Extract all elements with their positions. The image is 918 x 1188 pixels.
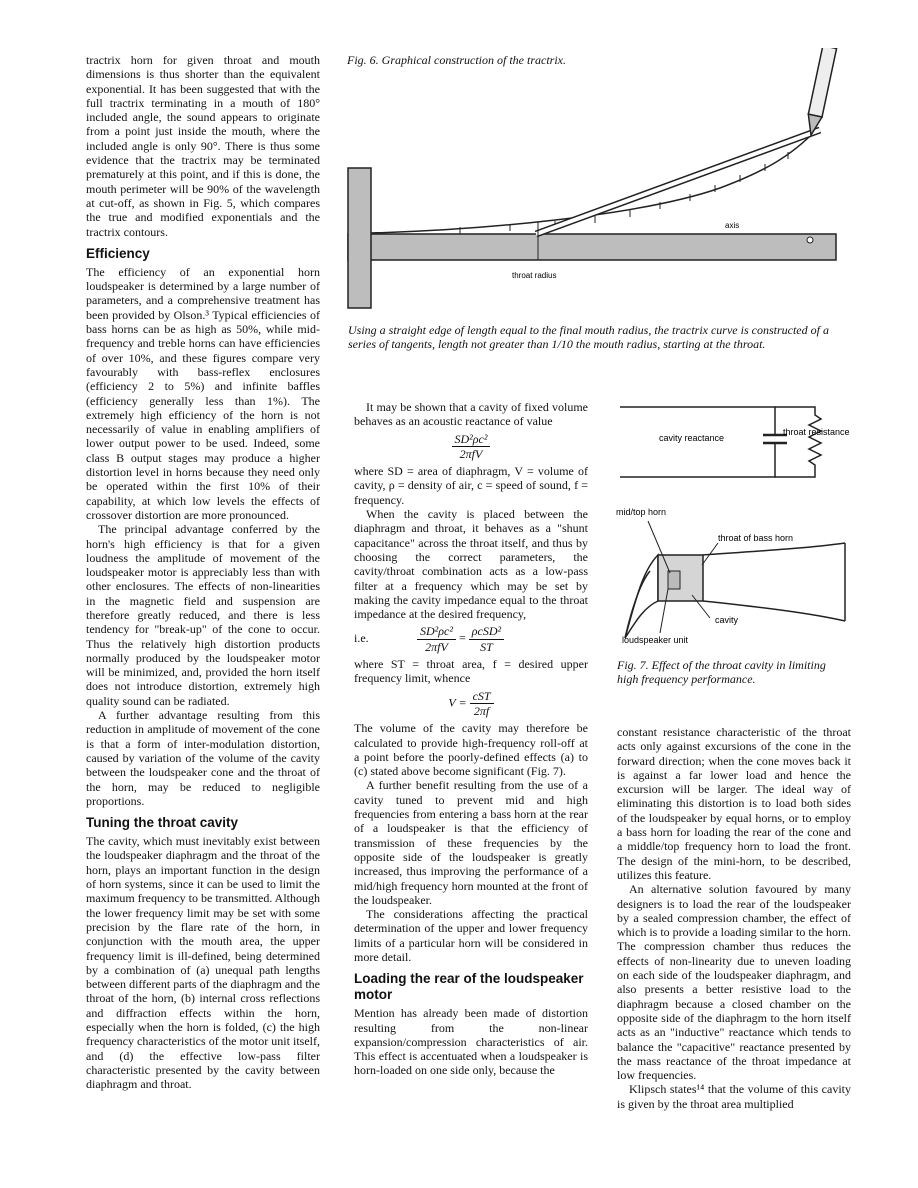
- fig7-horn-diagram: [610, 503, 855, 653]
- fig6-throat-plate: [348, 168, 371, 308]
- fig7-loudspeaker-unit: [668, 571, 680, 589]
- fig7-mid-top-horn: [625, 555, 658, 638]
- paragraph: An alternative solution favoured by many designers is to load the rear of the loudspeaker by a sealed compression chamber, the effect of which is to provide a loading similar to the horn. The compression chamber thus reduces the effects of non-linearity due to uneven loading on each side of the loudspeaker diaphragm, and also presents a better resistive load to the diaphragm because a closed chamber on the opposite side of the diaphragm to the horn itself acts as an "inductive" reactance which tends to balance the "capacitive" reactance presented by the mass reactance of the throat impedance at low frequencies.: [617, 882, 851, 1083]
- fig6-caption: Using a straight edge of length equal to the final mouth radius, the tractrix curve is constructed of a series of tangents, length not greater than 1/10 the mouth radius, starting at the throat.: [348, 323, 829, 352]
- fig7-circuit: [615, 395, 855, 485]
- fig7-label-loudspeaker-unit: loudspeaker unit: [622, 635, 689, 645]
- paragraph: where ST = throat area, f = desired upper frequency limit, whence: [354, 657, 588, 686]
- fig6-pivot: [807, 237, 813, 243]
- equation-reactance: $\frac{\text{SD²ρc²}}{\text{2πfV}}$: [354, 432, 588, 462]
- paragraph: tractrix horn for given throat and mouth dimensions is thus shorter than the equivalent exponential. It has been suggested that with the full tractrix terminating in a mouth of 180° included angle, the sound appears to originate from a point just inside the mouth, where the included angle is only 90°. There is thus some evidence that the tractrix may be terminated prematurely at this point, and if this is done, the mouth perimeter will be 90% of the wavelength at cut-off, as shown in Fig. 5, which compares the true and modified exponentials and the tractrix contours.: [86, 53, 320, 239]
- paragraph: Mention has already been made of distortion resulting from the non-linear expansion/compression characteristics of air. This effect is accentuated when a loudspeaker is horn-loaded on one side only, because the: [354, 1006, 588, 1078]
- paragraph: The cavity, which must inevitably exist between the loudspeaker diaphragm and the throat of the horn, plays an important function in the design of horn systems, since it can be used to limit the maximum frequency to be transmitted. Although the lower frequency limit may be set with some precision by the flare rate of the horn, in conjunction with the mouth area, the upper frequency limit is ill-defined, being determined by a combination of (a) unequal path lengths between different parts of the diaphragm and the throat of the horn, (b) internal cross reflections and diffraction effects within the horn, especially when the horn is folded, (c) the high frequency characteristics of the motor unit itself, and (d) the effective low-pass filter characteristic presented by the cavity between diaphragm and throat.: [86, 834, 320, 1092]
- heading-efficiency: Efficiency: [86, 245, 150, 261]
- equation-filter: i.e. $\frac{\text{SD²ρc²}}{\text{2πfV}}$ = $\frac{\text{ρcSD²}}{ST}$: [354, 624, 588, 654]
- left-column: [86, 53, 320, 1091]
- right-column: [617, 725, 851, 1111]
- fig6-label-axis: axis: [725, 221, 740, 230]
- paragraph: where SD = area of diaphragm, V = volume of cavity, ρ = density of air, c = speed of sound, f = frequency.: [354, 464, 588, 507]
- equation-volume: V = $\frac{\text{cST}}{2\pi f}$: [354, 689, 588, 719]
- fig7-label-mid-top-horn: mid/top horn: [616, 507, 667, 517]
- paragraph: A further benefit resulting from the use of a cavity tuned to prevent mid and high frequencies from entering a bass horn at the rear of a loudspeaker is that the efficiency of transmission of these frequencies by the opposite side of the loudspeaker is greatly increased, thus improving the performance of a mid/high frequency horn mounted at the front of the loudspeaker.: [354, 778, 588, 907]
- fig6-base-bar: [348, 234, 836, 260]
- paragraph: A further advantage resulting from this reduction in amplitude of movement of the cone is that a form of inter-modulation distortion, caused by variation of the volume of the cavity between the loudspeaker cone and the throat of the horn, may be reduced to negligible proportions.: [86, 708, 320, 808]
- paragraph: constant resistance characteristic of the throat acts only against excursions of the cone in the forward direction; when the cone moves back it is against a far lower load and hence the excursion will be larger. The ideal way of eliminating this distortion is to load both sides of the loudspeaker by equal horns, or to employ a bass horn for loading the rear of the cone and a middle/top frequency horn to load the front. The design of the mini-horn, to be described, utilizes this feature.: [617, 725, 851, 882]
- fig7-label-cavity-reactance: cavity reactance: [659, 433, 725, 443]
- paragraph: The volume of the cavity may therefore be calculated to provide high-frequency roll-off at a point before the poorly-defined effects (a) to (c) stated above become significant (Fig. 7).: [354, 721, 588, 779]
- fig7-caption: Fig. 7. Effect of the throat cavity in limiting high frequency performance.: [617, 658, 826, 687]
- fig6-title: Fig. 6. Graphical construction of the tractrix.: [347, 53, 566, 67]
- paragraph: Klipsch states¹⁴ that the volume of this cavity is given by the throat area multiplied: [617, 1082, 851, 1111]
- paragraph: The considerations affecting the practical determination of the upper and lower frequency limits of a particular horn will be considered in more detail.: [354, 907, 588, 964]
- heading-tuning: Tuning the throat cavity: [86, 815, 239, 831]
- fig6-pencil: [804, 48, 836, 137]
- fig7-label-cavity: cavity: [715, 615, 739, 625]
- fig7-label-throat-bass-horn: throat of bass horn: [718, 533, 794, 543]
- middle-column: [354, 400, 588, 1078]
- fig6-diagram: [340, 48, 850, 318]
- fig7-label-throat-resistance: throat resistance: [783, 427, 850, 437]
- paragraph: It may be shown that a cavity of fixed volume behaves as an acoustic reactance of value: [354, 400, 588, 429]
- paragraph: The efficiency of an exponential horn loudspeaker is determined by a large number of parameters, and a comprehensive treatment has been provided by Olson.³ Typical efficiencies of bass horns can be as high as 50%, while mid-frequency and treble horns can have efficiencies of over 10%, and these figures compare very favourably with bass-reflex enclosures (efficiency 2 to 5%) and infinite baffles (efficiency generally less than 1%). The extremely high efficiency of the horn is not necessarily of value in enabling amplifiers of lower output power to be used. Indeed, some class B output stages may produce a higher distortion level in horns because they need only be operated within the first 10% of their capability, at which low levels the effects of crossover distortion are more pronounced.: [86, 264, 320, 522]
- paragraph: The principal advantage conferred by the horn's high efficiency is that for a given loudness the amplitude of movement of the loudspeaker motor is appreciably less than with other enclosures. The effects of non-linearities in the magnetic field and suspension are therefore greatly reduced, and there is less tendency for "break-up" of the cone to occur. Thus the relatively high distortion products normally produced by the loudspeaker motor will be minimized, and, provided the horn itself does not introduce distortion, extremely high quality sound can be radiated.: [86, 522, 320, 708]
- heading-loading: Loading the rear of the loudspeaker motor: [354, 971, 584, 1003]
- paragraph: When the cavity is placed between the diaphragm and throat, it behaves as a "shunt capacitance" across the throat itself, and thus by choosing the correct parameters, the cavity/throat combination acts as a low-pass filter at a frequency which may be set by making the cavity impedance equal to the throat impedance at the desired frequency,: [354, 507, 588, 622]
- fig6-label-throat-radius: throat radius: [512, 271, 557, 280]
